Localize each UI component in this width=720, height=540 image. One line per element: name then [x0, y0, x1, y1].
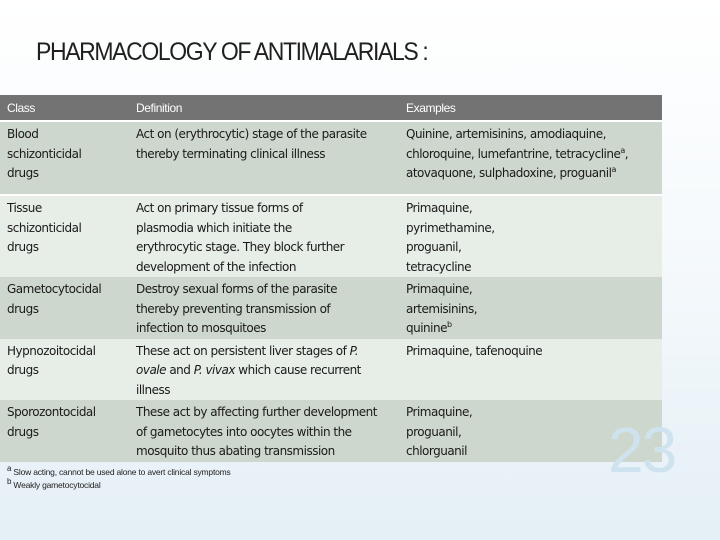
table-row [0, 339, 662, 401]
footnote-b [7, 479, 231, 492]
table-row [0, 195, 662, 277]
table-header-row [0, 95, 662, 121]
table-row [0, 277, 662, 339]
class-cell: Gametocytocidal drugs [0, 277, 129, 339]
footnotes [7, 466, 231, 492]
class-cell: Sporozontocidal drugs [0, 400, 129, 462]
footnote-marker: b [7, 477, 12, 487]
examples-cell: Primaquine, tafenoquine [399, 339, 662, 401]
footnote-a [7, 466, 231, 479]
definition-cell: Destroy sexual forms of the parasite thereby preventing transmission of infection to mosquitoes [129, 277, 399, 339]
class-cell: Hypnozoitocidal drugs [0, 339, 129, 401]
table-row [0, 400, 662, 462]
definition-text: These act on persistent liver stages of [136, 343, 350, 358]
examples-cell [399, 121, 662, 195]
definition-cell: These act by affecting further development of gametocytes into oocytes within the mosquito thus abating transmission [129, 400, 399, 462]
page-number: 23 [608, 414, 676, 486]
footnote-text: Weakly gametocytocidal [13, 480, 101, 490]
examples-cell: Primaquine, proguanil, chlorguanil [399, 400, 662, 462]
definition-text: and [166, 363, 194, 377]
examples-text: Primaquine, artemisinins, quinine [406, 282, 478, 335]
definition-cell: Act on primary tissue forms of plasmodia which initiate the erythrocytic stage. They block further development of the infection [129, 195, 399, 277]
class-cell: Blood schizonticidal drugs [0, 121, 129, 195]
footnote-text: Slow acting, cannot be used alone to avert clinical symptoms [13, 467, 231, 477]
antimalarials-table [0, 95, 662, 462]
footnote-marker: a [611, 165, 616, 174]
examples-cell [399, 277, 662, 339]
examples-text: Quinine, artemisinins, amodiaquine, chloroquine, lumefantrine, tetracycline [406, 127, 621, 161]
species-name: P. vivax [193, 363, 235, 377]
definition-text: which cause recurrent illness [136, 363, 361, 397]
footnote-marker: a [7, 464, 12, 474]
examples-cell: Primaquine, pyrimethamine, proguanil, tetracycline [399, 195, 662, 277]
class-cell: Tissue schizonticidal drugs [0, 195, 129, 277]
column-header-definition: Definition [129, 95, 399, 121]
species-name: P. ovale [136, 343, 359, 377]
definition-cell [129, 339, 399, 401]
table-row [0, 121, 662, 195]
column-header-class: Class [0, 95, 129, 121]
definition-cell: Act on (erythrocytic) stage of the parasite thereby terminating clinical illness [129, 121, 399, 195]
slide-title: PHARMACOLOGY OF ANTIMALARIALS : [36, 38, 428, 66]
footnote-marker: a [620, 145, 625, 155]
footnote-marker: b [446, 320, 452, 329]
column-header-examples: Examples [399, 95, 662, 121]
examples-text-tail: , atovaquone, sulphadoxine, proguanil [406, 146, 629, 180]
